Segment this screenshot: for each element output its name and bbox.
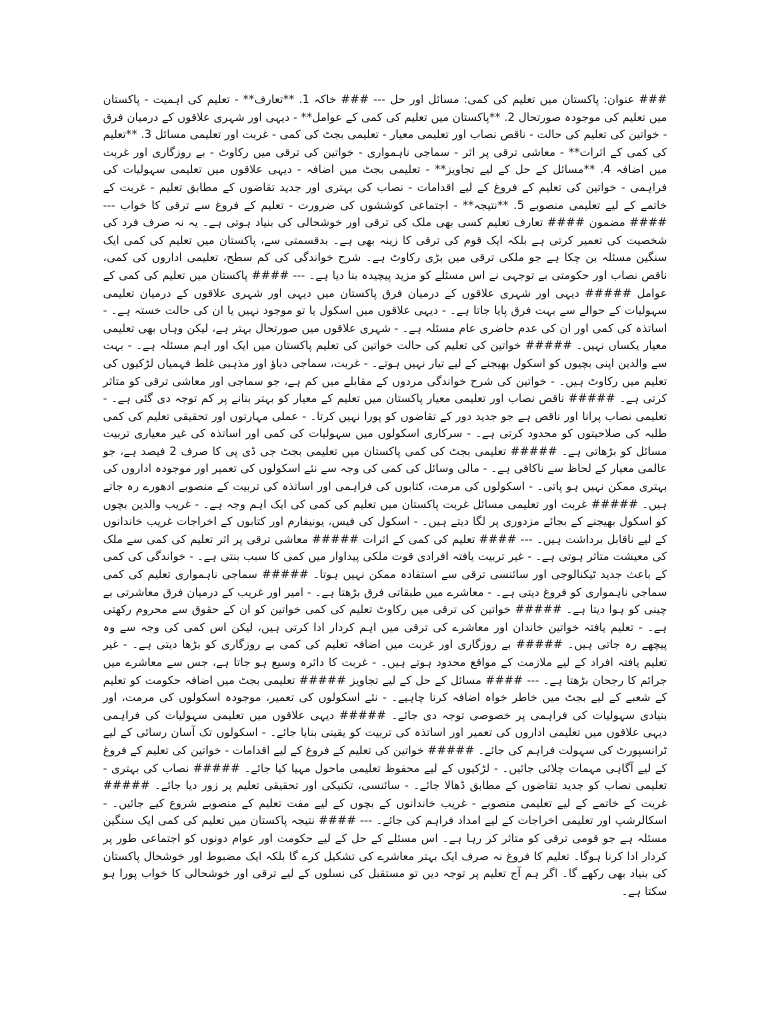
document-page (103, 91, 668, 898)
essay-text: ### عنوان: پاکستان میں تعلیم کی کمی: مسائل اور حل --- ### خاکہ 1. **تعارف** - تعلیم کی اہمیت - پاکستان میں تعلیم کی موجودہ صورتحال 2. **پاکستان میں تعلیم کی کمی کے عوامل** - دیہی اور شہری علاقوں کے درمیان فرق - خواتین کی تعلیم کی حالت - ناقص نصاب اور تعلیمی معیار - تعلیمی بجٹ کی کمی - غربت اور تعلیمی مسائل 3. **تعلیم کی کمی کے اثرات** - معاشی ترقی پر اثر - سماجی ناہمواری - خواتین کی ترقی میں رکاوٹ - بے روزگاری اور غربت میں اضافہ 4. **مسائل کے حل کے لیے تجاویز** - تعلیمی بجٹ میں اضافہ - دیہی علاقوں میں تعلیمی سہولیات کی فراہمی - خواتین کی تعلیم کے فروغ کے لیے اقدامات - نصاب کی بہتری اور جدید تقاضوں کے مطابق تعلیم - غربت کے خاتمے کے لیے تعلیمی منصوبے 5. **نتیجہ** - اجتماعی کوششوں کی ضرورت - تعلیم کے فروغ سے ترقی کا خواب --- #### مضمون #### تعارف تعلیم کسی بھی ملک کی ترقی اور خوشحالی کی بنیاد ہوتی ہے۔ یہ نہ صرف فرد کی شخصیت کی تعمیر کرتی ہے بلکہ ایک قوم کی ترقی کا زینہ بھی ہے۔ بدقسمتی سے، پاکستان میں تعلیم کی کمی ایک سنگین مسئلہ بن چکا ہے جو ملکی ترقی میں بڑی رکاوٹ ہے۔ شرح خواندگی کی کم سطح، تعلیمی اداروں کی کمی، ناقص نصاب اور حکومتی بے توجہی نے اس مسئلے کو مزید پیچیدہ بنا دیا ہے۔ --- #### پاکستان میں تعلیم کی کمی کے عوامل ##### دیہی اور شہری علاقوں کے درمیان فرق پاکستان میں دیہی اور شہری علاقوں کے درمیان تعلیمی سہولیات کے حوالے سے بہت فرق پایا جاتا ہے۔ - دیہی علاقوں میں اسکول یا تو موجود نہیں یا ان کی حالت خستہ ہے۔ - اساتذہ کی کمی اور ان کی عدم حاضری عام مسئلہ ہے۔ - شہری علاقوں میں صورتحال بہتر ہے، لیکن وہاں بھی تعلیمی معیار یکساں نہیں۔ ##### خواتین کی تعلیم کی حالت خواتین کی تعلیم پاکستان میں ایک اور اہم مسئلہ ہے۔ - بہت سے والدین اپنی بچیوں کو اسکول بھیجنے کے لیے تیار نہیں ہوتے۔ - غربت، سماجی دباؤ اور مذہبی غلط فہمیاں لڑکیوں کی تعلیم میں رکاوٹ ہیں۔ - خواتین کی شرح خواندگی مردوں کے مقابلے میں کم ہے، جو سماجی اور معاشی ترقی کو متاثر کرتی ہے۔ ##### ناقص نصاب اور تعلیمی معیار پاکستان میں تعلیم کے معیار کو بہتر بنانے پر کم توجہ دی گئی ہے۔ - تعلیمی نصاب پرانا اور ناقص ہے جو جدید دور کے تقاضوں کو پورا نہیں کرتا۔ - عملی مہارتوں اور تحقیقی تعلیم کی کمی طلبہ کی صلاحیتوں کو محدود کرتی ہے۔ - سرکاری اسکولوں میں سہولیات کی کمی اور اساتذہ کی غیر معیاری تربیت مسائل کو بڑھاتی ہے۔ ##### تعلیمی بجٹ کی کمی پاکستان میں تعلیمی بجٹ جی ڈی پی کا صرف 2 فیصد ہے، جو عالمی معیار کے لحاظ سے ناکافی ہے۔ - مالی وسائل کی کمی کی وجہ سے نئے اسکولوں کی تعمیر اور موجودہ اداروں کی بہتری ممکن نہیں ہو پاتی۔ - اسکولوں کی مرمت، کتابوں کی فراہمی اور اساتذہ کی تربیت کے منصوبے ادھورے رہ جاتے ہیں۔ ##### غربت اور تعلیمی مسائل غربت پاکستان میں تعلیم کی کمی کی ایک اہم وجہ ہے۔ - غریب والدین بچوں کو اسکول بھیجنے کے بجائے مزدوری پر لگا دیتے ہیں۔ - اسکول کی فیس، یونیفارم اور کتابوں کے اخراجات غریب خاندانوں کے لیے ناقابل برداشت ہیں۔ --- #### تعلیم کی کمی کے اثرات ##### معاشی ترقی پر اثر تعلیم کی کمی سے ملک کی معیشت متاثر ہوتی ہے۔ - غیر تربیت یافتہ افرادی قوت ملکی پیداوار میں کمی کا سبب بنتی ہے۔ - خواندگی کی کمی کے باعث جدید ٹیکنالوجی اور سائنسی ترقی سے استفادہ ممکن نہیں ہوتا۔ ##### سماجی ناہمواری تعلیم کی کمی سماجی ناہمواری کو فروغ دیتی ہے۔ - معاشرے میں طبقاتی فرق بڑھتا ہے۔ - امیر اور غریب کے درمیان فرق معاشرتی بے چینی کو ہوا دیتا ہے۔ ##### خواتین کی ترقی میں رکاوٹ تعلیم کی کمی خواتین کو ان کے حقوق سے محروم رکھتی ہے۔ - تعلیم یافتہ خواتین خاندان اور معاشرے کی ترقی میں اہم کردار ادا کرتی ہیں، لیکن اس کمی کی وجہ سے وہ پیچھے رہ جاتی ہیں۔ ##### بے روزگاری اور غربت میں اضافہ تعلیم کی کمی بے روزگاری کو بڑھا دیتی ہے۔ - غیر تعلیم یافتہ افراد کے لیے ملازمت کے مواقع محدود ہوتے ہیں۔ - غربت کا دائرہ وسیع ہو جاتا ہے، جس سے معاشرے میں جرائم کا رجحان بڑھتا ہے۔ --- #### مسائل کے حل کے لیے تجاویز ##### تعلیمی بجٹ میں اضافہ حکومت کو تعلیم کے شعبے کے لیے بجٹ میں خاطر خواہ اضافہ کرنا چاہیے۔ - نئے اسکولوں کی تعمیر، موجودہ اسکولوں کی مرمت، اور بنیادی سہولیات کی فراہمی پر خصوصی توجہ دی جائے۔ ##### دیہی علاقوں میں تعلیمی سہولیات کی فراہمی دیہی علاقوں میں تعلیمی اداروں کی تعمیر اور اساتذہ کی تربیت کو یقینی بنایا جائے۔ - اسکولوں تک آسان رسائی کے لیے ٹرانسپورٹ کی سہولت فراہم کی جائے۔ ##### خواتین کی تعلیم کے فروغ کے لیے اقدامات - خواتین کی تعلیم کے فروغ کے لیے آگاہی مہمات چلائی جائیں۔ - لڑکیوں کے لیے محفوظ تعلیمی ماحول مہیا کیا جائے۔ ##### نصاب کی بہتری - تعلیمی نصاب کو جدید تقاضوں کے مطابق ڈھالا جائے۔ - سائنسی، تکنیکی اور تحقیقی تعلیم پر زور دیا جائے۔ ##### غربت کے خاتمے کے لیے تعلیمی منصوبے - غریب خاندانوں کے بچوں کے لیے مفت تعلیم کے منصوبے شروع کیے جائیں۔ - اسکالرشپ اور تعلیمی اخراجات کے لیے امداد فراہم کی جائے۔ --- #### نتیجہ پاکستان میں تعلیم کی کمی ایک سنگین مسئلہ ہے جو قومی ترقی کو متاثر کر رہا ہے۔ اس مسئلے کے حل کے لیے حکومت اور عوام دونوں کو اجتماعی طور پر کردار ادا کرنا ہوگا۔ تعلیم کا فروغ نہ صرف ایک بہتر معاشرے کی تشکیل کرے گا بلکہ ایک مضبوط اور خوشحال پاکستان کی بنیاد بھی رکھے گا۔ اگر ہم آج تعلیم پر توجہ دیں تو مستقبل کی نسلوں کے لیے ترقی اور خوشحالی کا خواب پورا ہو سکتا ہے۔ (103, 93, 668, 898)
